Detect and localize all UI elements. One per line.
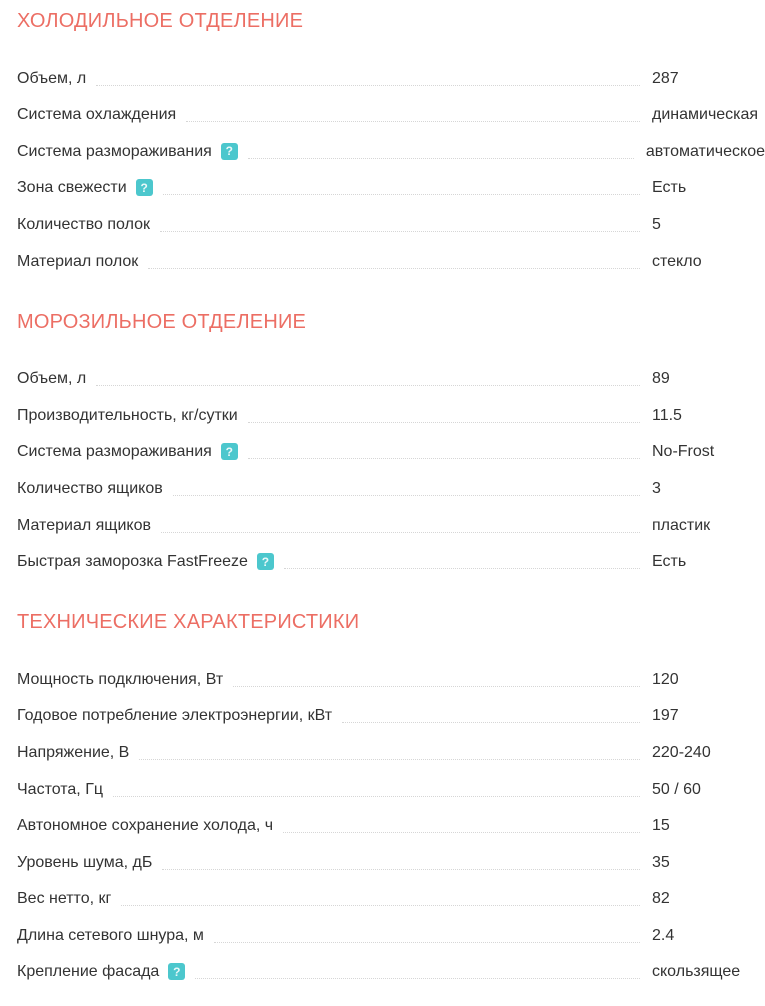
dotted-leader <box>96 385 640 386</box>
spec-value: 82 <box>652 890 670 908</box>
spec-row <box>17 130 765 167</box>
help-icon[interactable] <box>221 143 238 160</box>
spec-label: Количество полок <box>17 215 150 233</box>
dotted-leader <box>161 532 640 533</box>
question-mark-icon: ? <box>173 964 181 979</box>
spec-label: Количество ящиков <box>17 479 163 497</box>
spec-label: Система размораживания <box>17 443 212 461</box>
spec-value: автоматическое <box>645 142 765 160</box>
dotted-leader <box>233 686 640 687</box>
spec-row <box>17 541 765 578</box>
spec-row <box>17 240 765 277</box>
spec-row <box>17 203 765 240</box>
dotted-leader <box>284 568 640 569</box>
dotted-leader <box>248 422 640 423</box>
question-mark-icon: ? <box>225 144 233 159</box>
help-icon[interactable] <box>257 553 274 570</box>
spec-row <box>17 57 765 94</box>
dotted-leader <box>342 722 640 723</box>
dotted-leader <box>148 268 640 269</box>
dotted-leader <box>163 194 640 195</box>
dotted-leader <box>173 495 640 496</box>
spec-value: 15 <box>652 817 670 835</box>
spec-row <box>17 768 765 805</box>
spec-value: пластик <box>652 516 711 534</box>
spec-row <box>17 878 765 915</box>
spec-row <box>17 94 765 131</box>
spec-label: Быстрая заморозка FastFreeze <box>17 553 248 571</box>
dotted-leader <box>139 759 640 760</box>
dotted-leader <box>283 832 640 833</box>
spec-label: Автономное сохранение холода, ч <box>17 817 274 835</box>
spec-rows <box>17 358 765 578</box>
spec-value: 50 / 60 <box>652 780 701 798</box>
spec-value: 11.5 <box>652 406 682 424</box>
dotted-leader <box>214 942 640 943</box>
question-mark-icon: ? <box>225 444 233 459</box>
spec-value: 197 <box>652 707 679 725</box>
dotted-leader <box>121 905 640 906</box>
spec-section <box>17 311 765 578</box>
spec-value: 287 <box>652 69 679 87</box>
help-icon[interactable] <box>168 963 185 980</box>
spec-row <box>17 358 765 395</box>
spec-section <box>17 611 765 987</box>
spec-label: Производительность, кг/сутки <box>17 406 238 424</box>
spec-row <box>17 951 765 988</box>
question-mark-icon: ? <box>140 180 148 195</box>
dotted-leader <box>186 121 640 122</box>
spec-section <box>17 10 765 277</box>
spec-label: Годовое потребление электроэнергии, кВт <box>17 707 333 725</box>
spec-row <box>17 731 765 768</box>
question-mark-icon: ? <box>261 554 270 569</box>
spec-row <box>17 658 765 695</box>
spec-label: Материал ящиков <box>17 516 151 534</box>
dotted-leader <box>113 796 640 797</box>
help-icon[interactable] <box>221 443 238 460</box>
spec-row <box>17 394 765 431</box>
spec-label: Зона свежести <box>17 179 127 197</box>
spec-label: Объем, л <box>17 69 87 87</box>
spec-label: Напряжение, В <box>17 743 130 761</box>
spec-value: стекло <box>652 252 702 270</box>
spec-row <box>17 805 765 842</box>
spec-row <box>17 467 765 504</box>
section-title: ХОЛОДИЛЬНОЕ ОТДЕЛЕНИЕ <box>17 10 304 32</box>
spec-label: Мощность подключения, Вт <box>17 670 224 688</box>
spec-value: Есть <box>652 553 687 571</box>
spec-label: Объем, л <box>17 370 87 388</box>
dotted-leader <box>248 158 634 159</box>
spec-value: 120 <box>652 670 679 688</box>
help-icon[interactable] <box>136 179 153 196</box>
spec-row <box>17 841 765 878</box>
section-title: МОРОЗИЛЬНОЕ ОТДЕЛЕНИЕ <box>17 310 307 333</box>
spec-value: No-Frost <box>652 443 715 461</box>
spec-value: 3 <box>652 479 661 497</box>
spec-rows <box>17 658 765 987</box>
spec-label: Уровень шума, дБ <box>17 853 153 871</box>
dotted-leader <box>96 85 640 86</box>
spec-rows <box>17 57 765 277</box>
spec-value: Есть <box>652 179 687 197</box>
spec-row <box>17 167 765 204</box>
spec-value: динамическая <box>652 106 759 124</box>
spec-row <box>17 914 765 951</box>
spec-label: Вес нетто, кг <box>17 890 112 908</box>
spec-value: 220-240 <box>652 743 711 761</box>
dotted-leader <box>195 978 640 979</box>
spec-value: 2.4 <box>652 926 675 944</box>
spec-label: Длина сетевого шнура, м <box>17 926 204 944</box>
spec-label: Частота, Гц <box>17 780 104 798</box>
spec-row <box>17 431 765 468</box>
spec-label: Материал полок <box>17 252 139 270</box>
spec-label: Система охлаждения <box>17 106 177 124</box>
spec-value: 89 <box>652 370 670 388</box>
spec-label: Крепление фасада <box>17 963 160 981</box>
spec-row <box>17 695 765 732</box>
spec-label: Система размораживания <box>17 142 212 160</box>
spec-value: 5 <box>652 215 661 233</box>
section-title: ТЕХНИЧЕСКИЕ ХАРАКТЕРИСТИКИ <box>17 611 360 634</box>
dotted-leader <box>160 231 640 232</box>
dotted-leader <box>162 869 640 870</box>
spec-value: 35 <box>652 853 670 871</box>
spec-value: скользящее <box>652 963 741 981</box>
dotted-leader <box>248 458 640 459</box>
spec-row <box>17 504 765 541</box>
